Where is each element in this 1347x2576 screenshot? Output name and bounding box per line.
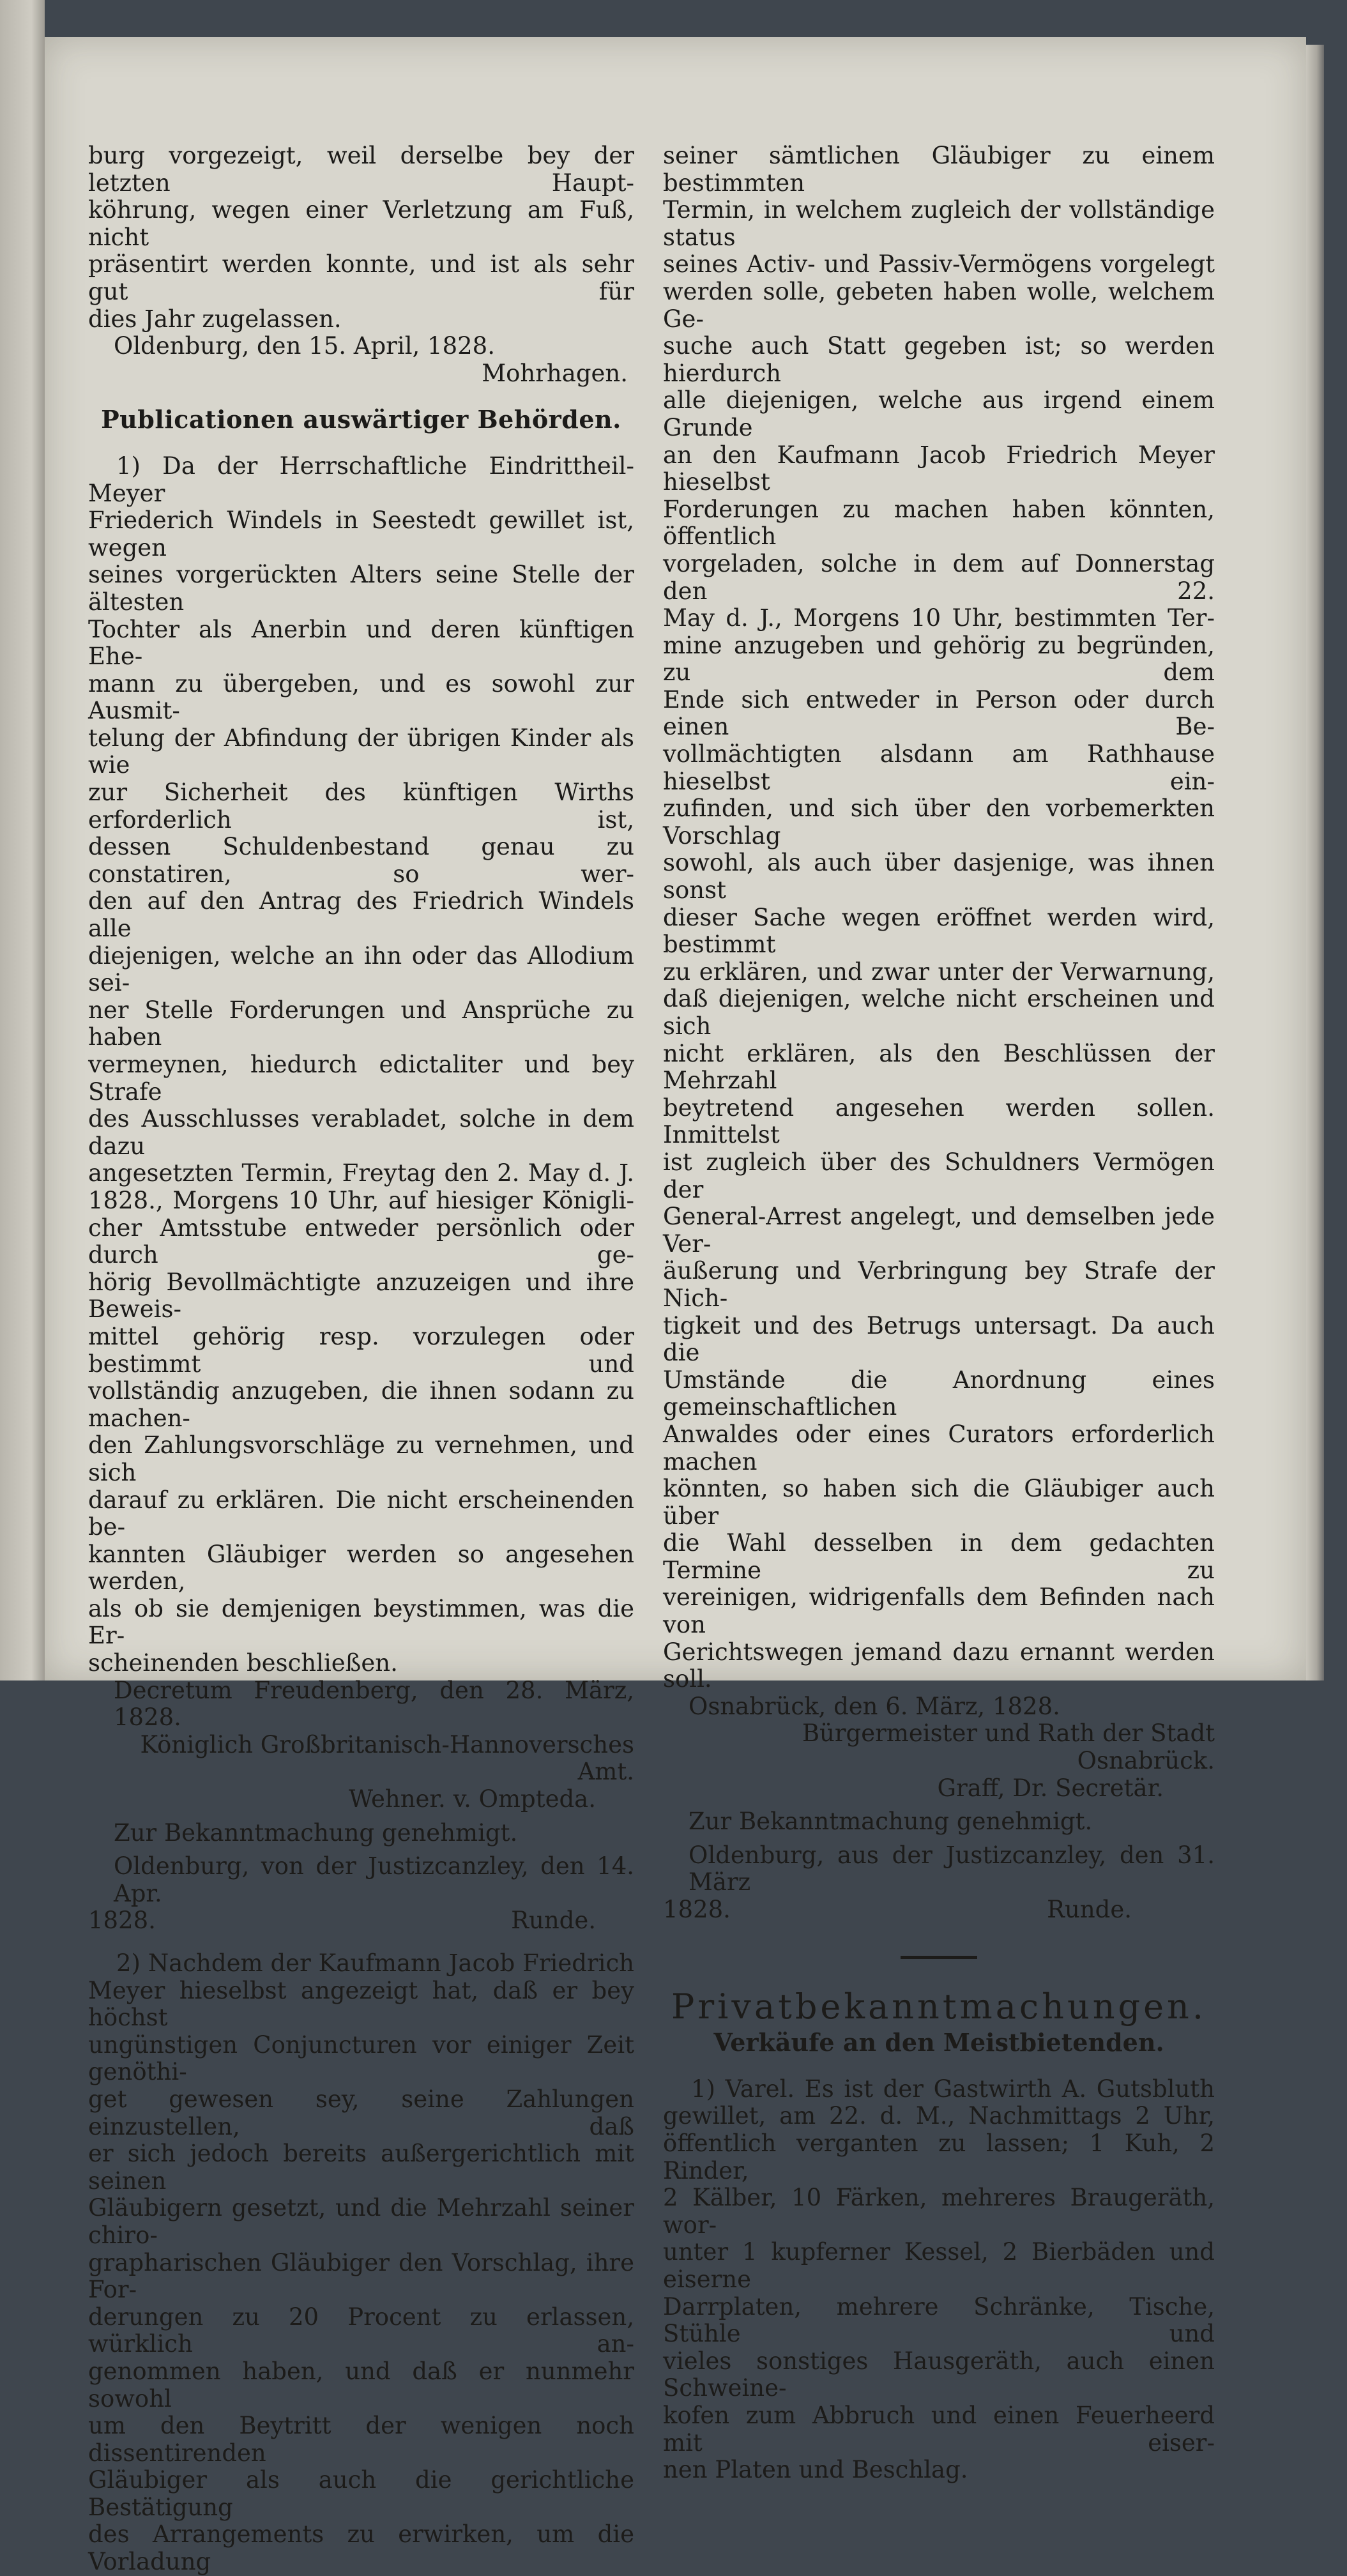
text-line: Gerichtswegen jemand dazu ernannt werden soll. <box>663 1638 1215 1693</box>
text-line: den Zahlungsvorschläge zu vernehmen, und sich <box>88 1431 634 1486</box>
text-line: werden solle, gebeten haben wolle, welchem Ge- <box>663 277 1215 333</box>
text-line: daß diejenigen, welche nicht erscheinen und sich <box>663 985 1215 1040</box>
text-line: vereinigen, widrigenfalls dem Befinden nach von <box>663 1583 1215 1639</box>
approval-line: Zur Bekanntmachung genehmigt. <box>114 1818 518 1847</box>
text-line: unter 1 kupferner Kessel, 2 Bierbäden und eiserne <box>663 2238 1215 2293</box>
text-line: vieles sonstiges Hausgeräth, auch einen Schweine- <box>663 2347 1215 2402</box>
intro-paragraph <box>88 142 634 333</box>
text-line: präsentirt werden konnte, und ist als sehr gut für <box>88 250 634 305</box>
text-line: 1) Varel. Es ist der Gastwirth A. Gutsbluth <box>691 2075 1215 2103</box>
text-line: nen Platen und Beschlag. <box>663 2456 968 2484</box>
notice-item-1 <box>88 453 634 1677</box>
year: 1828. <box>88 1907 156 1935</box>
text-line: burg vorgezeigt, weil derselbe bey der letzten Haupt- <box>88 142 634 197</box>
text-line: könnten, so haben sich die Gläubiger auch über <box>663 1475 1215 1530</box>
dateline-continuation <box>88 1907 634 1935</box>
text-line: kannten Gläubiger werden so angesehen werden, <box>88 1540 634 1596</box>
text-line: mine anzugeben und gehörig zu begründen, zu dem <box>663 631 1215 687</box>
text-line: Termin, in welchem zugleich der vollständige status <box>663 196 1215 251</box>
left-column <box>88 142 634 2576</box>
approval-line: Zur Bekanntmachung genehmigt. <box>689 1808 1093 1836</box>
text-line: tigkeit und des Betrugs untersagt. Da auch die <box>663 1311 1215 1367</box>
subsection-heading: Verkäufe an den Meistbietenden. <box>713 2028 1164 2057</box>
text-line: Tochter als Anerbin und deren künftigen Ehe- <box>88 615 634 671</box>
text-line: cher Amtsstube entweder persönlich oder durch ge- <box>88 1214 634 1269</box>
text-line: suche auch Statt gegeben ist; so werden hierdurch <box>663 332 1215 387</box>
signature: Runde. <box>511 1907 596 1935</box>
text-line: 1828., Morgens 10 Uhr, auf hiesiger Königli- <box>88 1186 634 1214</box>
text-line: mittel gehörig resp. vorzulegen oder bestimmt und <box>88 1322 634 1378</box>
dateline: Oldenburg, von der Justizcanzley, den 14. Apr. <box>114 1852 634 1907</box>
text-line: angesetzten Termin, Freytag den 2. May d. J. <box>88 1159 634 1187</box>
section-heading: Publicationen auswärtiger Behörden. <box>101 405 621 434</box>
text-line: 2 Kälber, 10 Färken, mehreres Braugeräth, wor- <box>663 2184 1215 2239</box>
text-line: die Wahl desselben in dem gedachten Termine zu <box>663 1529 1215 1584</box>
text-line: seines Activ- und Passiv-Vermögens vorgelegt <box>663 250 1215 278</box>
text-line: an den Kaufmann Jacob Friedrich Meyer hieselbst <box>663 441 1215 496</box>
text-line: äußerung und Verbringung bey Strafe der Nich- <box>663 1257 1215 1312</box>
page-edge <box>1306 45 1324 1680</box>
document-page <box>45 37 1306 2576</box>
text-line: öffentlich verganten zu lassen; 1 Kuh, 2 Rinder, <box>663 2129 1215 2184</box>
amt-signers: Wehner. v. Ompteda. <box>348 1785 596 1813</box>
section-divider <box>901 1956 977 1959</box>
text-line: dessen Schuldenbestand genau zu constatiren, so wer- <box>88 833 634 888</box>
text-line: köhrung, wegen einer Verletzung am Fuß, nicht <box>88 196 634 251</box>
text-line: General-Arrest angelegt, und demselben jede Ver- <box>663 1203 1215 1258</box>
text-line: derungen zu 20 Procent zu erlassen, würklich an- <box>88 2303 634 2358</box>
amt-line: Königlich Großbritanisch-Hannoversches Amt. <box>140 1730 634 1786</box>
text-line: 1) Da der Herrschaftliche Eindrittheil-Meyer <box>88 452 634 507</box>
text-line: beytretend angesehen werden sollen. Inmittelst <box>663 1094 1215 1149</box>
signature: Mohrhagen. <box>482 359 628 387</box>
notice-item-2 <box>88 1950 634 2576</box>
signature: Runde. <box>1047 1896 1132 1923</box>
text-line: diejenigen, welche an ihn oder das Allodium sei- <box>88 941 634 997</box>
text-line: ist zugleich über des Schuldners Vermögen der <box>663 1148 1215 1203</box>
notice-item-2-continued <box>663 142 1215 1693</box>
dateline-continuation <box>663 1896 1215 1924</box>
text-line: alle diejenigen, welche aus irgend einem Grunde <box>663 386 1215 441</box>
year: 1828. <box>663 1896 731 1923</box>
text-line: als ob sie demjenigen beystimmen, was die Er- <box>88 1594 634 1650</box>
text-line: vermeynen, hiedurch edictaliter und bey Strafe <box>88 1051 634 1106</box>
text-line: kofen zum Abbruch und einen Feuerheerd mit eiser- <box>663 2401 1215 2457</box>
text-line: Gläubiger als auch die gerichtliche Bestätigung <box>88 2466 634 2521</box>
dateline: Oldenburg, den 15. April, 1828. <box>114 332 495 360</box>
section-heading: Privatbekanntmachungen. <box>671 1986 1206 2027</box>
text-line: den auf den Antrag des Friedrich Windels alle <box>88 887 634 943</box>
text-line: nicht erklären, als den Beschlüssen der Mehrzahl <box>663 1039 1215 1095</box>
text-line: genommen haben, und daß er nunmehr sowohl <box>88 2357 634 2412</box>
text-line: vollständig anzugeben, die ihnen sodann zu machen- <box>88 1377 634 1432</box>
text-line: darauf zu erklären. Die nicht erscheinenden be- <box>88 1486 634 1541</box>
text-line: Gläubigern gesetzt, und die Mehrzahl seiner chiro- <box>88 2194 634 2249</box>
authority-line: Bürgermeister und Rath der Stadt Osnabrück. <box>802 1719 1215 1775</box>
dateline: Osnabrück, den 6. März, 1828. <box>689 1692 1060 1720</box>
text-line: sowohl, als auch über dasjenige, was ihnen sonst <box>663 849 1215 904</box>
text-line: ner Stelle Forderungen und Ansprüche zu haben <box>88 996 634 1051</box>
left-page-gutter <box>0 0 45 1680</box>
text-line: zu erklären, und zwar unter der Verwarnung, <box>663 957 1215 986</box>
text-line: des Arrangements zu erwirken, um die Vorladung <box>88 2520 634 2576</box>
text-line: ungünstigen Conjuncturen vor einiger Zeit genöthi- <box>88 2031 634 2086</box>
text-line: May d. J., Morgens 10 Uhr, bestimmten Ter- <box>663 604 1215 632</box>
decretum-line: Decretum Freudenberg, den 28. März, 1828. <box>114 1676 634 1732</box>
text-line: get gewesen sey, seine Zahlungen einzustellen, daß <box>88 2085 634 2140</box>
text-line: dies Jahr zugelassen. <box>88 305 342 333</box>
text-line: Darrplaten, mehrere Schränke, Tische, Stühle und <box>663 2292 1215 2348</box>
text-line: Friederich Windels in Seestedt gewillet ist, wegen <box>88 507 634 561</box>
text-line: grapharischen Gläubiger den Vorschlag, ihre For- <box>88 2248 634 2304</box>
sale-notice-varel <box>663 2076 1215 2484</box>
text-line: dieser Sache wegen eröffnet werden wird, bestimmt <box>663 903 1215 959</box>
text-line: des Ausschlusses verabladet, solche in dem dazu <box>88 1105 634 1160</box>
text-line: 2) Nachdem der Kaufmann Jacob Friedrich <box>116 1949 634 1977</box>
text-line: Ende sich entweder in Person oder durch einen Be- <box>663 685 1215 741</box>
text-line: seines vorgerückten Alters seine Stelle der ältesten <box>88 561 634 616</box>
text-line: Anwaldes oder eines Curators erforderlich machen <box>663 1420 1215 1475</box>
text-line: gewillet, am 22. d. M., Nachmittags 2 Uhr, <box>663 2102 1215 2130</box>
text-line: seiner sämtlichen Gläubiger zu einem bestimmten <box>663 142 1215 197</box>
text-line: um den Beytritt der wenigen noch dissentirenden <box>88 2412 634 2467</box>
text-line: Meyer hieselbst angezeigt hat, daß er bey höchst <box>88 1976 634 2032</box>
text-line: scheinenden beschließen. <box>88 1649 398 1677</box>
text-line: vollmächtigten alsdann am Rathhause hieselbst ein- <box>663 740 1215 795</box>
text-line: vorgeladen, solche in dem auf Donnerstag den 22. <box>663 549 1215 605</box>
dateline: Oldenburg, aus der Justizcanzley, den 31. März <box>689 1841 1215 1896</box>
text-line: zur Sicherheit des künftigen Wirths erforderlich ist, <box>88 779 634 834</box>
text-line: hörig Bevollmächtigte anzuzeigen und ihre Beweis- <box>88 1268 634 1323</box>
text-line: zufinden, und sich über den vorbemerkten Vorschlag <box>663 795 1215 850</box>
text-line: Forderungen zu machen haben könnten, öffentlich <box>663 495 1215 551</box>
text-line: Umstände die Anordnung eines gemeinschaftlichen <box>663 1366 1215 1421</box>
secretary-signature: Graff, Dr. Secretär. <box>937 1774 1164 1802</box>
right-column <box>663 142 1215 2484</box>
text-line: mann zu übergeben, und es sowohl zur Ausmit- <box>88 669 634 725</box>
text-line: telung der Abfindung der übrigen Kinder als wie <box>88 724 634 779</box>
text-line: er sich jedoch bereits außergerichtlich mit seinen <box>88 2140 634 2195</box>
